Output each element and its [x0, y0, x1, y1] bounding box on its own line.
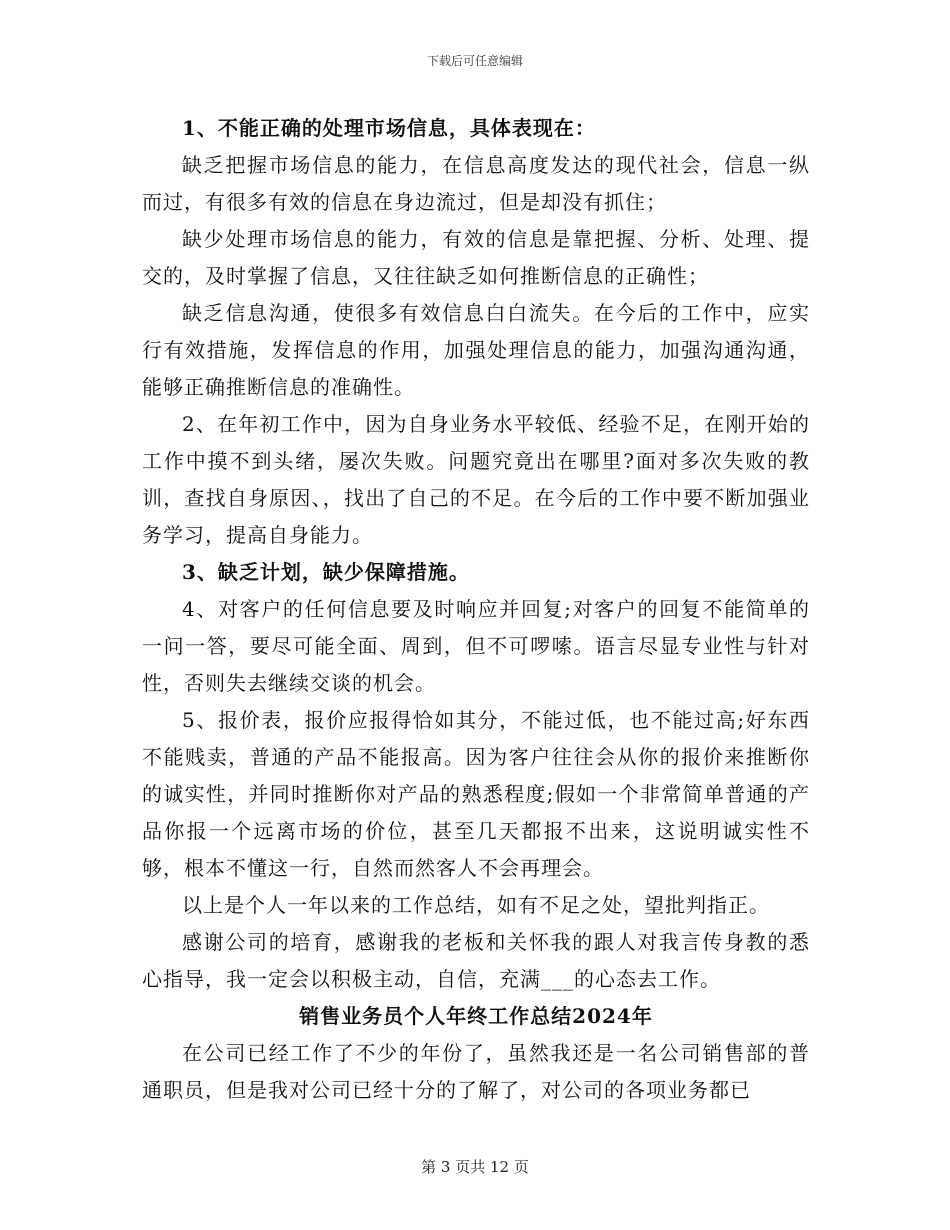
page-header: 下载后可任意编辑: [426, 54, 523, 68]
paragraph: 缺少处理市场信息的能力，有效的信息是靠把握、分析、处理、提交的，及时掌握了信息，又往往缺乏如何推断信息的正确性；: [142, 227, 810, 288]
section-title: 销售业务员个人年终工作总结2024年: [299, 1004, 653, 1028]
paragraph: 以上是个人一年以来的工作总结，如有不足之处，望批判指正。: [182, 893, 770, 917]
page-footer: 第 3 页共 12 页: [421, 1158, 529, 1176]
paragraph: 在公司已经工作了不少的年份了，虽然我还是一名公司销售部的普通职员，但是我对公司已经十分的了解了，对公司的各项业务都已: [142, 1041, 810, 1102]
document-body: [142, 110, 810, 1109]
paragraph: 5、报价表，报价应报得恰如其分，不能过低，也不能过高;好东西不能贱卖，普通的产品不能报高。因为客户往往会从你的报价来推断你的诚实性，并同时推断你对产品的熟悉程度;假如一个非常简单普通的产品你报一个远离市场的价位，甚至几天都报不出来，这说明诚实性不够，根本不懂这一行，自然而然客人不会再理会。: [142, 708, 810, 880]
paragraph-heading-1: 1、不能正确的处理市场信息，具体表现在：: [182, 116, 596, 140]
paragraph: 4、对客户的任何信息要及时响应并回复;对客户的回复不能简单的一问一答，要尽可能全面、周到，但不可啰嗦。语言尽显专业性与针对性，否则失去继续交谈的机会。: [142, 597, 810, 695]
paragraph: 2、在年初工作中，因为自身业务水平较低、经验不足，在刚开始的工作中摸不到头绪，屡次失败。问题究竟出在哪里?面对多次失败的教训，查找自身原因、，找出了自己的不足。在今后的工作中要不断加强业务学习，提高自身能力。: [142, 412, 810, 547]
paragraph-heading-3: 3、缺乏计划，缺少保障措施。: [182, 560, 470, 584]
paragraph: 感谢公司的培育，感谢我的老板和关怀我的跟人对我言传身教的悉心指导，我一定会以积极主动，自信，充满___的心态去工作。: [142, 930, 810, 991]
paragraph: 缺乏信息沟通，使很多有效信息白白流失。在今后的工作中，应实行有效措施，发挥信息的作用，加强处理信息的能力，加强沟通沟通，能够正确推断信息的准确性。: [142, 301, 810, 399]
paragraph: 缺乏把握市场信息的能力，在信息高度发达的现代社会，信息一纵而过，有很多有效的信息在身边流过，但是却没有抓住；: [142, 153, 810, 214]
